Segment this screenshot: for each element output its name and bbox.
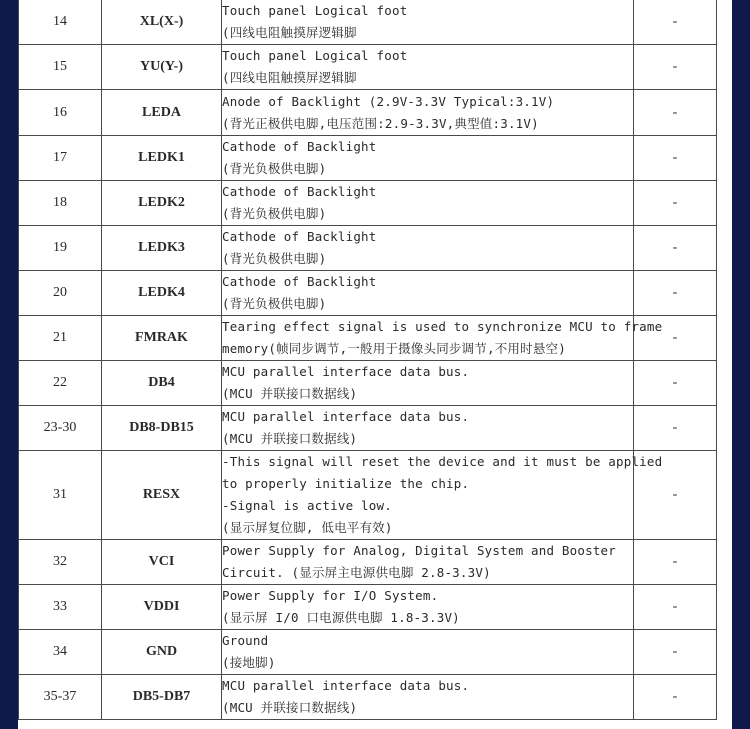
pin-description-line: Tearing effect signal is used to synchronize MCU to frame [222, 319, 663, 334]
pin-symbol: YU(Y-) [102, 45, 222, 90]
pin-number: 19 [19, 226, 102, 271]
pin-description [222, 451, 663, 540]
pin-io-type: - [634, 45, 717, 90]
pin-number: 22 [19, 361, 102, 406]
pin-description [222, 361, 634, 406]
pin-description-line: (MCU 并联接口数据线) [222, 431, 358, 446]
pin-description-line: (背光负极供电脚) [222, 206, 327, 221]
pin-io-type: - [634, 271, 717, 316]
pin-description-line: (显示屏复位脚, 低电平有效) [222, 520, 393, 535]
pin-row [19, 406, 717, 451]
pin-row [19, 226, 717, 271]
pin-description [222, 45, 634, 90]
pin-description-line: Cathode of Backlight [222, 274, 377, 289]
pin-description-line: Cathode of Backlight [222, 184, 377, 199]
pin-description-line: MCU parallel interface data bus. [222, 409, 470, 424]
pin-symbol: VCI [102, 540, 222, 585]
pin-number: 20 [19, 271, 102, 316]
pin-row [19, 181, 717, 226]
pin-description-line: -This signal will reset the device and it must be applied [222, 454, 663, 469]
pin-row [19, 630, 717, 675]
pin-description-line: (背光正极供电脚,电压范围:2.9-3.3V,典型值:3.1V) [222, 115, 539, 131]
pin-io-type: - [634, 316, 717, 361]
pin-io-type: - [634, 136, 717, 181]
pin-description-line: (MCU 并联接口数据线) [222, 386, 358, 401]
pin-io-type: - [634, 226, 717, 271]
pin-description [222, 181, 634, 226]
pin-symbol: LEDK1 [102, 136, 222, 181]
pin-io-type: - [634, 90, 717, 136]
pin-row [19, 45, 717, 90]
pin-symbol: VDDI [102, 585, 222, 630]
pin-row [19, 361, 717, 406]
pin-io-type: - [634, 540, 717, 585]
pin-description-line: (四线电阻触摸屏逻辑脚 [222, 70, 357, 85]
pin-description [222, 540, 634, 585]
pin-description [222, 90, 634, 136]
pin-description [222, 226, 634, 271]
pin-description-line: Touch panel Logical foot [222, 2, 408, 18]
pin-description [222, 675, 634, 720]
pin-description-line: (显示屏 I/0 口电源供电脚 1.8-3.3V) [222, 610, 460, 625]
pin-symbol: LEDK2 [102, 181, 222, 226]
pin-io-type: - [634, 361, 717, 406]
pin-number: 15 [19, 45, 102, 90]
pin-symbol: GND [102, 630, 222, 675]
pin-description-line: to properly initialize the chip. [222, 476, 470, 491]
pin-symbol: LEDK3 [102, 226, 222, 271]
pin-description-line: (接地脚) [222, 655, 276, 670]
pin-description-line: MCU parallel interface data bus. [222, 678, 470, 693]
pin-description-line: (MCU 并联接口数据线) [222, 700, 358, 715]
pin-description [222, 271, 634, 316]
pin-number: 17 [19, 136, 102, 181]
pin-row [19, 451, 717, 540]
pin-io-type: - [634, 451, 717, 540]
pin-symbol: LEDK4 [102, 271, 222, 316]
pin-description-line: MCU parallel interface data bus. [222, 364, 470, 379]
pin-table-body [19, 0, 717, 720]
pin-description-line: Power Supply for Analog, Digital System and Booster [222, 543, 617, 558]
pin-description [222, 0, 634, 45]
pin-description-line: Cathode of Backlight [222, 139, 377, 154]
pin-io-type: - [634, 675, 717, 720]
pin-description-line: Ground [222, 633, 269, 648]
pin-io-type: - [634, 585, 717, 630]
pin-description [222, 630, 634, 675]
pin-symbol: LEDA [102, 90, 222, 136]
pin-description [222, 316, 663, 361]
pin-number: 16 [19, 90, 102, 136]
pin-row [19, 540, 717, 585]
pin-description-line: memory(帧同步调节,一般用于摄像头同步调节,不用时悬空) [222, 341, 566, 356]
pin-description-line: (背光负极供电脚) [222, 296, 327, 311]
pin-io-type: - [634, 406, 717, 451]
pin-symbol: RESX [102, 451, 222, 540]
pin-description-line: Cathode of Backlight [222, 229, 377, 244]
pin-description-line: -Signal is active low. [222, 498, 392, 513]
pin-description [222, 406, 634, 451]
pin-description-line: (背光负极供电脚) [222, 161, 327, 176]
pin-io-type: - [634, 181, 717, 226]
pin-symbol: FMRAK [102, 316, 222, 361]
pin-description-line: Touch panel Logical foot [222, 48, 408, 63]
pin-row [19, 675, 717, 720]
pin-number: 32 [19, 540, 102, 585]
pin-symbol: DB5-DB7 [102, 675, 222, 720]
pin-row [19, 0, 717, 45]
pin-number: 23-30 [19, 406, 102, 451]
pin-number: 34 [19, 630, 102, 675]
pin-io-type: - [634, 630, 717, 675]
pin-row [19, 271, 717, 316]
pin-io-type: - [634, 0, 717, 45]
pin-number: 14 [19, 0, 102, 45]
pin-number: 35-37 [19, 675, 102, 720]
pin-symbol: DB8-DB15 [102, 406, 222, 451]
pin-number: 18 [19, 181, 102, 226]
pin-row [19, 585, 717, 630]
pin-description-line: (四线电阻触摸屏逻辑脚 [222, 24, 357, 40]
pin-description-line: Power Supply for I/O System. [222, 588, 439, 603]
pin-description-line: Anode of Backlight (2.9V-3.3V Typical:3.1V) [222, 93, 555, 109]
pin-description [222, 585, 634, 630]
pin-number: 33 [19, 585, 102, 630]
pin-row [19, 316, 717, 361]
pin-description-line: (背光负极供电脚) [222, 251, 327, 266]
pin-definition-table [18, 0, 717, 720]
pin-number: 21 [19, 316, 102, 361]
pin-symbol: XL(X-) [102, 0, 222, 45]
pin-description [222, 136, 634, 181]
pin-number: 31 [19, 451, 102, 540]
pin-symbol: DB4 [102, 361, 222, 406]
pin-description-line: Circuit. (显示屏主电源供电脚 2.8-3.3V) [222, 565, 491, 580]
pin-row [19, 90, 717, 136]
pin-row [19, 136, 717, 181]
